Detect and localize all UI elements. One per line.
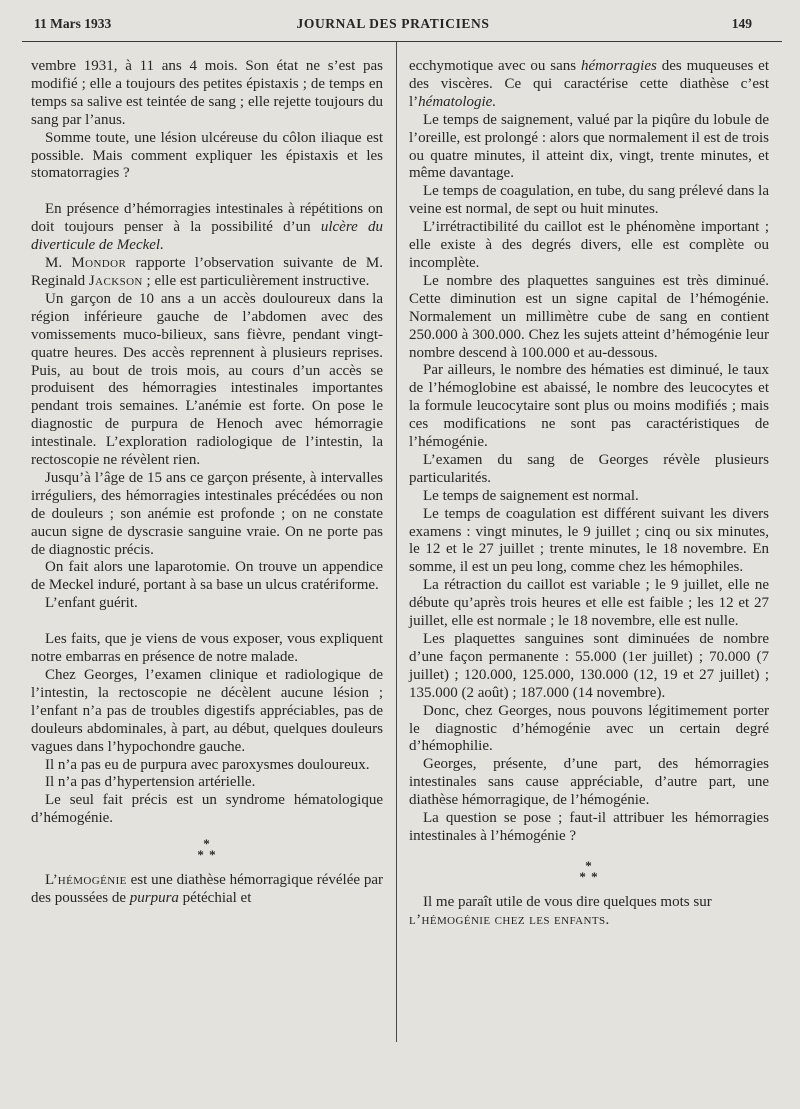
paragraph: Le nombre des plaquettes sanguines est très diminué. Cette diminution est un signe capital de l’hémogénie. Normalement un millimètre cube de sang en contient 250.000 à 300.000. Chez les sujets atteint d’hémogénie leur nombre descend à 100.000 et au-dessous. — [409, 272, 769, 361]
section-separator: * * * — [197, 836, 217, 863]
paragraph: Le temps de saignement, valué par la piqûre du lobule de l’oreille, est prolongé : alors que normalement il est de trois ou quatre minutes, il atteint dix, vingt, trente minutes, et même davantage. — [409, 111, 769, 182]
paragraph: Il me paraît utile de vous dire quelques mots sur — [423, 893, 712, 910]
paragraph: Somme toute, une lésion ulcéreuse du côlon iliaque est possible. Mais comment expliquer les épistaxis et les stomatorragies ? — [31, 129, 383, 182]
paragraph: Le temps de saignement est normal. — [423, 487, 639, 504]
paragraph: L’enfant guérit. — [45, 595, 138, 612]
paragraph: On fait alors une laparotomie. On trouve un appendice de Meckel induré, portant à sa base un ulcus cratériforme. — [31, 559, 383, 594]
paragraph: M. Mondor rapporte l’observation suivante de M. Reginald Jackson ; elle est particulièrement instructive. — [31, 255, 383, 289]
running-header — [34, 16, 752, 38]
paragraph: Les faits, que je viens de vous exposer, vous expliquent notre embarras en présence de notre malade. — [31, 631, 383, 666]
paragraph: Le temps de coagulation est différent suivant les divers examens : vingt minutes, le 9 juillet ; cinq ou six minutes, le 12 et le 27 juillet ; trente minutes, le 18 novembre. En somme, il est un peu long, comme chez les hémophiles. — [409, 505, 769, 576]
paragraph: L’irrétractibilité du caillot est le phénomène important ; elle existe à des degrés divers, elle est complète ou incomplète. — [409, 219, 769, 271]
paragraph: Chez Georges, l’examen clinique et radiologique de l’intestin, la rectoscopie ne décèlent aucune lésion ; l’enfant n’a pas de troubles digestifs appréciables, pas de douleurs abdominales, à part, au début, quelques douleurs vagues dans l’hypochondre gauche. — [31, 667, 383, 755]
paragraph: Georges, présente, d’une part, des hémorragies intestinales sans cause appréciable, d’autre part, une diathèse hémorragique, de l’hémogénie. — [409, 756, 769, 809]
paragraph: Jusqu’à l’âge de 15 ans ce garçon présente, à intervalles irréguliers, des hémorragies intestinales précédées ou non de douleurs ; son anémie est profonde ; on ne constate aucun signe de dyscrasie sanguine vraie. On ne porte pas de diagnostic précis. — [31, 469, 383, 558]
paragraph: vembre 1931, à 11 ans 4 mois. Son état ne s’est pas modifié ; elle a toujours des petites épistaxis ; de temps en temps sa salive est teintée de sang ; elle rejette toujours du sang par l’anus. — [31, 58, 383, 128]
paragraph: Le temps de coagulation, en tube, du sang prélevé dans la veine est normal, de sept ou huit minutes. — [409, 183, 769, 218]
page-number: 149 — [731, 16, 752, 31]
paragraph: La question se pose ; faut-il attribuer les hémorragies intestinales à l’hémogénie ? — [409, 810, 769, 844]
paragraph: En présence d’hémorragies intestinales à répétitions on doit toujours penser à la possibilité d’un ulcère du diverticule de Meckel. — [31, 201, 383, 254]
paragraph: Il n’a pas eu de purpura avec paroxysmes douloureux. — [45, 756, 370, 773]
section-heading: l’hémogénie chez les enfants. — [409, 911, 610, 928]
paragraph: Le seul fait précis est un syndrome hématologique d’hémogénie. — [31, 792, 383, 827]
issue-date: 11 Mars 1933 — [34, 16, 112, 31]
paragraph: L’hémogénie est une diathèse hémorragique révélée par des poussées de purpura pétéchial et — [31, 872, 383, 907]
paragraph: Il n’a pas d’hypertension artérielle. — [45, 774, 256, 791]
paragraph: La rétraction du caillot est variable ; le 9 juillet, elle ne débute qu’après trois heures et elle est faible ; les 12 et 27 juillet, elle est normale ; le 18 novembre, elle est nulle. — [409, 577, 769, 630]
left-column — [31, 58, 383, 908]
paragraph: Par ailleurs, le nombre des hématies est diminué, le taux de l’hémoglobine est abaissé, le nombre des leucocytes et la formule leucocytaire sont plus ou moins modifiés ; mais ces modifications ne sont pas caractéristiques de l’hémogénie. — [409, 362, 769, 451]
paragraph: ecchymotique avec ou sans hémorragies des muqueuses et des viscères. Ce qui caractérise cette diathèse c’est l’hématologie. — [409, 58, 769, 110]
column-divider — [396, 42, 397, 1042]
section-separator: * * * — [579, 857, 599, 884]
journal-title: JOURNAL DES PRATICIENS — [296, 16, 490, 31]
header-rule — [22, 41, 782, 42]
paragraph: L’examen du sang de Georges révèle plusieurs particularités. — [409, 451, 769, 486]
paragraph: Un garçon de 10 ans a un accès douloureux dans la région inférieure gauche de l’abdomen avec des vomissements muco-bilieux, sans fièvre, pendant vingt-quatre heures. Des accès reprennent à plusieurs reprises. Puis, au bout de trois mois, au cours d’un accès se produisent des hémorragies intestinales importantes pendant trois semaines. L’anémie est forte. On pose le diagnostic de purpura de Henoch avec hémorragie intestinale. L’exploration radiologique de l’intestin, la rectoscopie ne révèlent rien. — [31, 290, 383, 469]
paragraph: Les plaquettes sanguines sont diminuées de nombre d’une façon permanente : 55.000 (1er juillet) ; 70.000 (7 juillet) ; 120.000, 125.000, 130.000 (12, 19 et 27 juillet) ; 135.000 (2 août) ; 187.000 (14 novembre). — [409, 631, 769, 701]
paragraph: Donc, chez Georges, nous pouvons légitimement porter le diagnostic d’hémogénie avec un certain degré d’hémophilie. — [409, 702, 769, 755]
right-column — [409, 58, 769, 930]
